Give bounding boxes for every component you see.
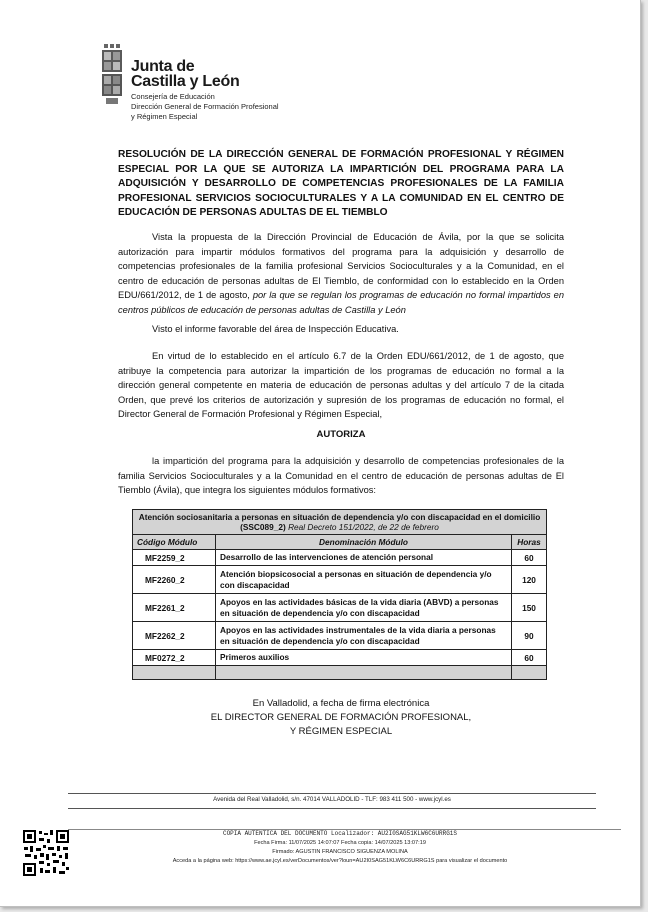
- footer-divider: [68, 808, 596, 809]
- table-row: [133, 550, 547, 566]
- modules-table: [132, 509, 547, 680]
- department-line: y Régimen Especial: [131, 112, 198, 121]
- paragraph-inspection: Visto el informe favorable del área de Inspección Educativa.: [152, 324, 399, 334]
- table-row: [133, 594, 547, 622]
- table-empty-row: [133, 666, 547, 680]
- module-code: MF2262_2: [133, 622, 216, 650]
- resolution-title: RESOLUCIÓN DE LA DIRECCIÓN GENERAL DE FORMACIÓN PROFESIONAL Y RÉGIMEN ESPECIAL POR LA QUE SE AUTORIZA LA IMPARTICIÓN DEL PROGRAMA PARA LA ADQUISICIÓN Y DESARROLLO DE COMPETENCIAS PROFESIONALES DE LA FAMILIA PROFESIONAL SERVICIOS SOCIOCULTURALES Y A LA COMUNIDAD EN EL CENTRO DE EDUCACIÓN DE PERSONAS ADULTAS DE EL TIEMBLO: [118, 149, 564, 218]
- paragraph-competence: En virtud de lo establecido en el artículo 6.7 de la Orden EDU/661/2012, de 1 de agosto, que atribuye la competencia para autorizar la impartición de los programas de educación no formal a la dirección general competente en materia de educación de personas adultas y del artículo 7 de la citada Orden, que prevé los criterios de autorización y supresión de los programas de educación no formal, el Director General de Formación Profesional y Régimen Especial,: [118, 351, 564, 419]
- table-row: [133, 566, 547, 594]
- department-block: [131, 92, 279, 122]
- header-code: Código Módulo: [133, 535, 216, 550]
- module-code: MF2259_2: [133, 550, 216, 566]
- module-code: MF2260_2: [133, 566, 216, 594]
- module-code: MF0272_2: [133, 650, 216, 666]
- footer-address: Avenida del Real Valladolid, s/n. 47014 VALLADOLID - TLF: 983 411 500 - www.jcyl.es: [213, 796, 451, 803]
- org-line-1: Junta de: [131, 58, 195, 75]
- signatory-title: EL DIRECTOR GENERAL DE FORMACIÓN PROFESIONAL,: [210, 712, 472, 723]
- royal-decree-ref: Real Decreto 151/2022, de 22 de febrero: [288, 522, 439, 532]
- footer-divider: [68, 793, 596, 794]
- signature-place-date: En Valladolid, a fecha de firma electrónica: [252, 698, 430, 709]
- module-name: Primeros auxilios: [216, 650, 512, 666]
- authorize-heading: AUTORIZA: [316, 429, 366, 440]
- signature-dates: Fecha Firma: 11/07/2025 14:07:07 Fecha copia: 14/07/2025 13:07:19: [254, 840, 426, 846]
- module-hours: 120: [512, 566, 547, 594]
- paragraph-text: Vista la propuesta de la Dirección Provincial de Educación de Ávila, por la que se solicita autorización para impartir módulos formativos del programa para la adquisición y desarrollo de competencias profesionales de la familia profesional Servicios Socioculturales y a la Comunidad, en el centro de educación de personas adultas de El Tiemblo, de conformidad con lo establecido en la Orden EDU/661/2012, de 1 de agosto,: [118, 232, 564, 300]
- qr-code-icon: [22, 829, 70, 877]
- empty-cell: [512, 666, 547, 680]
- empty-cell: [216, 666, 512, 680]
- module-code: MF2261_2: [133, 594, 216, 622]
- organization-name: [131, 59, 239, 89]
- authentic-copy-line: COPIA AUTENTICA DEL DOCUMENTO Localizador: AU2I0SAG51KLW6C6URRG1S: [222, 830, 458, 837]
- module-name: Atención biopsicosocial a personas en situación de dependencia y/o con discapacidad: [216, 566, 512, 594]
- verification-url[interactable]: Acceda a la página web: https://www.ae.jcyl.es/verDocumentos/ver?loun=AU2I0SAG51KLW6C6URRG1S para visualizar el documento: [172, 858, 508, 864]
- module-name: Apoyos en las actividades instrumentales de la vida diaria a personas en situación de dependencia y/o con discapacidad: [216, 622, 512, 650]
- table-row: [133, 650, 547, 666]
- org-line-2: Castilla y León: [131, 73, 240, 90]
- department-line: Consejería de Educación: [131, 92, 215, 101]
- module-hours: 150: [512, 594, 547, 622]
- coat-of-arms-logo: [100, 44, 124, 122]
- module-hours: 90: [512, 622, 547, 650]
- header-name: Denominación Módulo: [216, 535, 512, 550]
- signature-block: [118, 697, 564, 739]
- signatory-title-cont: Y RÉGIMEN ESPECIAL: [289, 726, 393, 737]
- paragraph-proposal: [118, 230, 564, 317]
- department-line: Dirección General de Formación Profesional: [131, 102, 279, 111]
- module-name: Apoyos en las actividades básicas de la vida diaria (ABVD) a personas en situación de dependencia y/o con discapacidad: [216, 594, 512, 622]
- paragraph-authorization: la impartición del programa para la adquisición y desarrollo de competencias profesionales de la familia Servicios Socioculturales y a la Comunidad en el centro de educación de personas adultas de El Tiemblo (Ávila), que integra los siguientes módulos formativos:: [118, 456, 564, 495]
- module-hours: 60: [512, 550, 547, 566]
- table-row: [133, 622, 547, 650]
- module-hours: 60: [512, 650, 547, 666]
- order-title-italic: por la que se regulan los programas de educación no formal impartidos en centros públicos de educación de personas adultas de Castilla y León: [118, 290, 564, 315]
- empty-cell: [133, 666, 216, 680]
- signed-by: Firmado: AGUSTIN FRANCISCO SIGUENZA MOLINA: [272, 849, 408, 855]
- module-name: Desarrollo de las intervenciones de atención personal: [216, 550, 512, 566]
- table-title-row: [133, 510, 547, 535]
- qualification-title: Atención sociosanitaria a personas en situación de dependencia y/o con discapacidad en el domicilio (SSC089_2): [138, 512, 541, 532]
- table-header-row: [133, 535, 547, 550]
- header-hours: Horas: [512, 535, 547, 550]
- table-title-cell: [133, 510, 547, 535]
